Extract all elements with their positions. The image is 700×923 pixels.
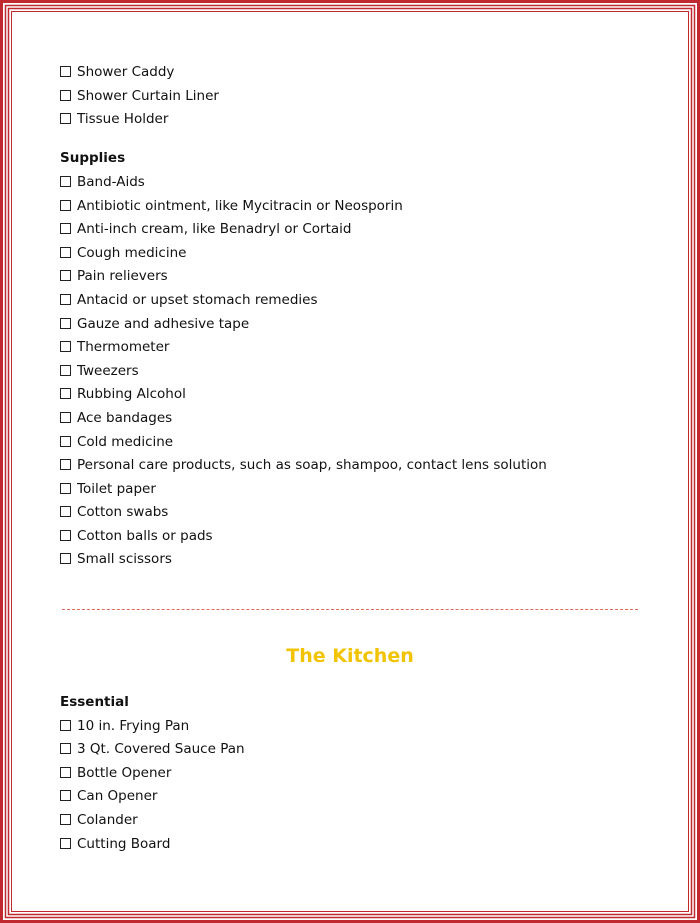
list-item[interactable]	[60, 785, 640, 809]
checkbox-icon[interactable]	[60, 341, 71, 352]
list-item[interactable]	[60, 289, 640, 313]
item-label: Anti-inch cream, like Benadryl or Cortaid	[77, 221, 352, 238]
supplies-heading: Supplies	[60, 150, 126, 167]
checkbox-icon[interactable]	[60, 412, 71, 423]
item-label: Toilet paper	[77, 480, 156, 497]
list-item[interactable]	[60, 61, 640, 85]
checkbox-icon[interactable]	[60, 767, 71, 778]
list-item[interactable]	[60, 265, 640, 289]
checkbox-icon[interactable]	[60, 223, 71, 234]
list-item[interactable]	[60, 360, 640, 384]
item-label: Shower Curtain Liner	[77, 87, 219, 104]
item-label: 3 Qt. Covered Sauce Pan	[77, 741, 245, 758]
item-label: Ace bandages	[77, 409, 173, 426]
list-item[interactable]	[60, 108, 640, 132]
list-item[interactable]	[60, 501, 640, 525]
item-label: Antacid or upset stomach remedies	[77, 291, 318, 308]
supplies-list	[60, 171, 640, 572]
section-divider	[62, 609, 638, 610]
list-item[interactable]	[60, 431, 640, 455]
checkbox-icon[interactable]	[60, 838, 71, 849]
checkbox-icon[interactable]	[60, 176, 71, 187]
item-label: Rubbing Alcohol	[77, 386, 186, 403]
list-item[interactable]	[60, 833, 640, 857]
checkbox-icon[interactable]	[60, 814, 71, 825]
checkbox-icon[interactable]	[60, 365, 71, 376]
item-label: Cotton balls or pads	[77, 527, 213, 544]
item-label: 10 in. Frying Pan	[77, 717, 190, 734]
item-label: Personal care products, such as soap, shampoo, contact lens solution	[77, 457, 547, 474]
item-label: Tweezers	[77, 362, 139, 379]
checkbox-icon[interactable]	[60, 506, 71, 517]
item-label: Gauze and adhesive tape	[77, 315, 250, 332]
checkbox-icon[interactable]	[60, 530, 71, 541]
checkbox-icon[interactable]	[60, 553, 71, 564]
checkbox-icon[interactable]	[60, 743, 71, 754]
list-item[interactable]	[60, 738, 640, 762]
list-item[interactable]	[60, 218, 640, 242]
bathroom-list	[60, 61, 640, 132]
item-label: Band-Aids	[77, 173, 145, 190]
checkbox-icon[interactable]	[60, 113, 71, 124]
item-label: Tissue Holder	[77, 111, 169, 128]
checkbox-icon[interactable]	[60, 66, 71, 77]
checkbox-icon[interactable]	[60, 790, 71, 801]
item-label: Bottle Opener	[77, 764, 172, 781]
checkbox-icon[interactable]	[60, 459, 71, 470]
item-label: Small scissors	[77, 551, 172, 568]
item-label: Can Opener	[77, 788, 158, 805]
item-label: Cold medicine	[77, 433, 174, 450]
list-item[interactable]	[60, 383, 640, 407]
kitchen-essential-list	[60, 715, 640, 857]
checkbox-icon[interactable]	[60, 294, 71, 305]
item-label: Thermometer	[77, 339, 170, 356]
checkbox-icon[interactable]	[60, 436, 71, 447]
checkbox-icon[interactable]	[60, 318, 71, 329]
list-item[interactable]	[60, 85, 640, 109]
checkbox-icon[interactable]	[60, 270, 71, 281]
list-item[interactable]	[60, 242, 640, 266]
item-label: Antibiotic ointment, like Mycitracin or Neosporin	[77, 197, 403, 214]
checkbox-icon[interactable]	[60, 90, 71, 101]
checkbox-icon[interactable]	[60, 483, 71, 494]
list-item[interactable]	[60, 336, 640, 360]
list-item[interactable]	[60, 548, 640, 572]
checklist-content	[60, 61, 640, 856]
checkbox-icon[interactable]	[60, 247, 71, 258]
item-label: Cotton swabs	[77, 504, 169, 521]
kitchen-section-title: The Kitchen	[286, 645, 414, 668]
item-label: Cough medicine	[77, 244, 187, 261]
list-item[interactable]	[60, 195, 640, 219]
list-item[interactable]	[60, 171, 640, 195]
checkbox-icon[interactable]	[60, 200, 71, 211]
list-item[interactable]	[60, 407, 640, 431]
list-item[interactable]	[60, 809, 640, 833]
item-label: Colander	[77, 812, 138, 829]
list-item[interactable]	[60, 454, 640, 478]
list-item[interactable]	[60, 478, 640, 502]
list-item[interactable]	[60, 313, 640, 337]
item-label: Pain relievers	[77, 268, 168, 285]
checkbox-icon[interactable]	[60, 720, 71, 731]
essential-heading: Essential	[60, 694, 129, 711]
item-label: Shower Caddy	[77, 64, 175, 80]
checkbox-icon[interactable]	[60, 388, 71, 399]
list-item[interactable]	[60, 525, 640, 549]
item-label: Cutting Board	[77, 835, 171, 852]
list-item[interactable]	[60, 715, 640, 739]
list-item[interactable]	[60, 762, 640, 786]
